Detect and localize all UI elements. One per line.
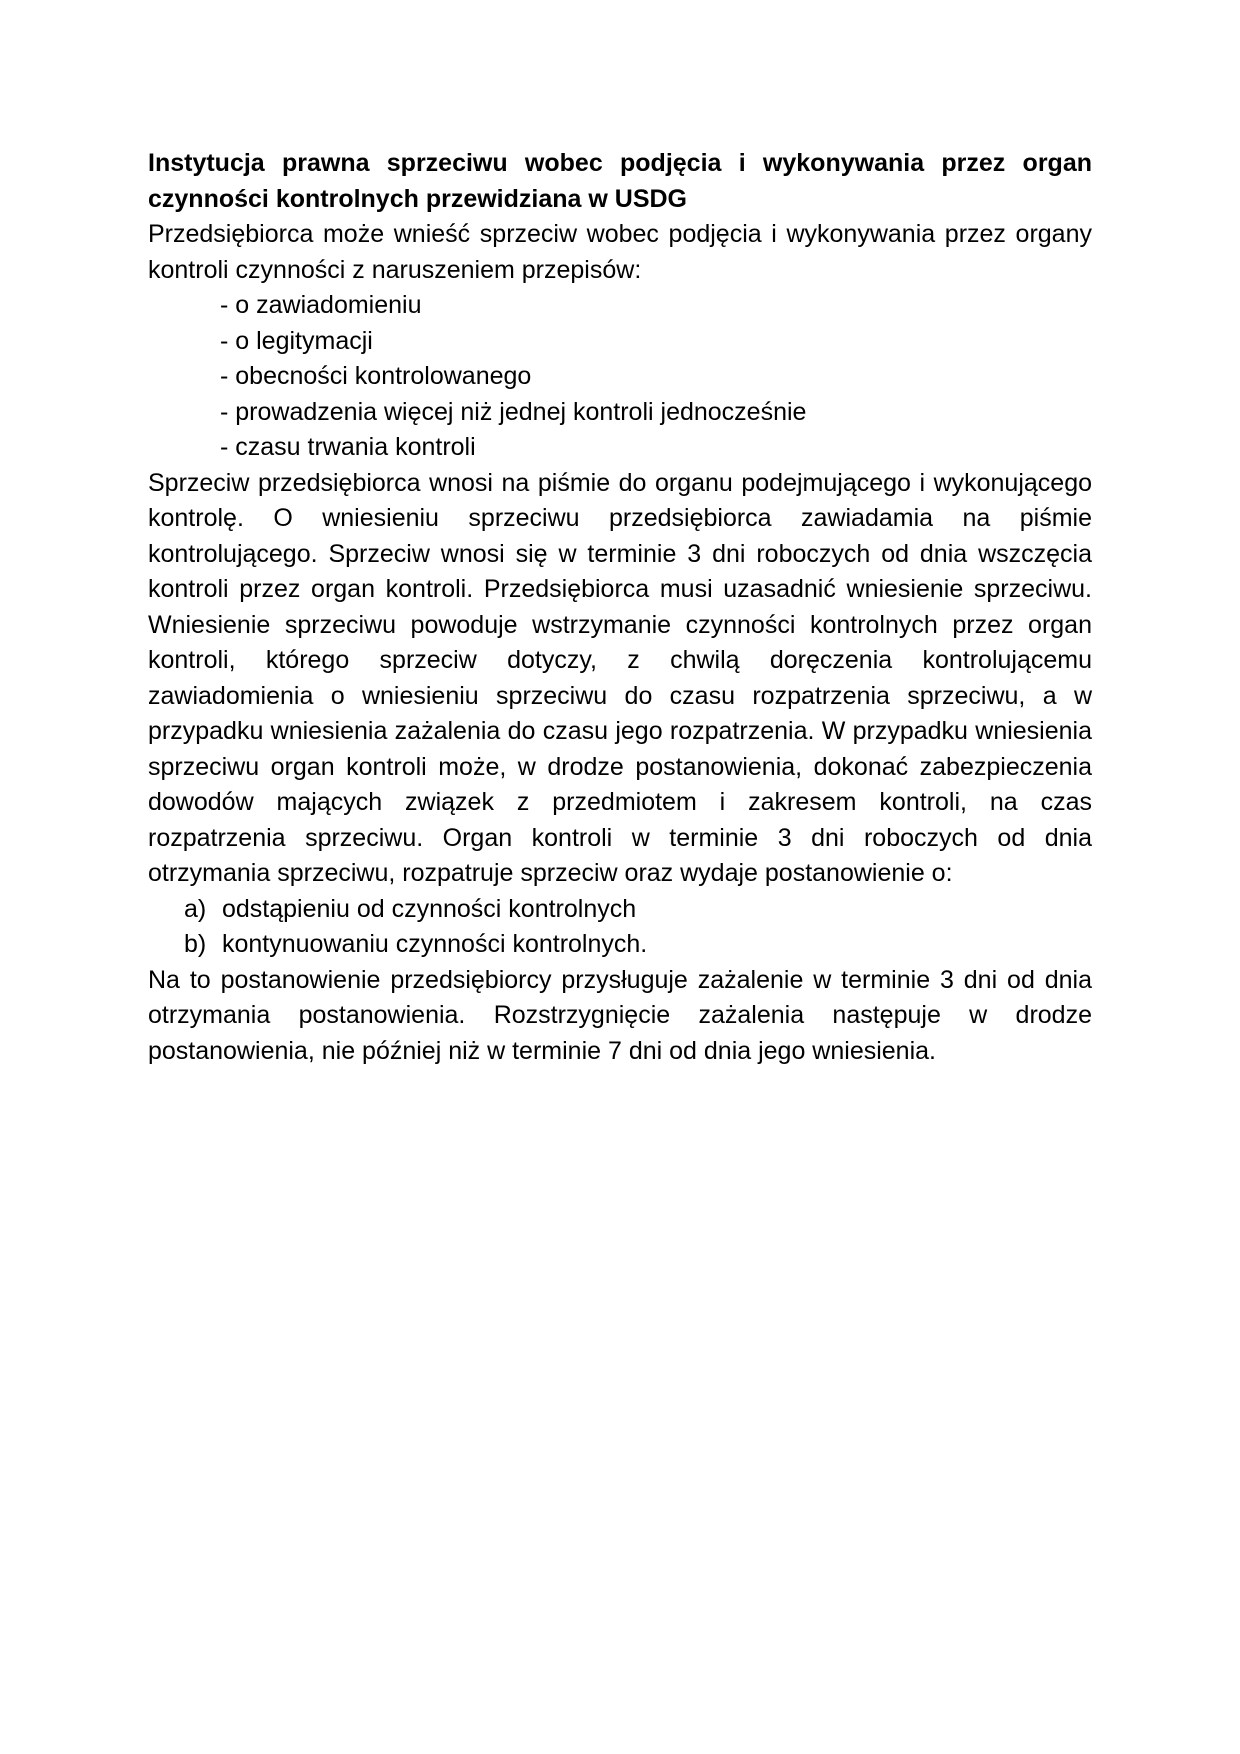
list-item-text: kontynuowaniu czynności kontrolnych. (222, 930, 648, 958)
list-item (184, 927, 1092, 963)
list-item: - czasu trwania kontroli (220, 430, 1092, 466)
list-marker: b) (184, 930, 207, 958)
list-item: - o zawiadomieniu (220, 288, 1092, 324)
document-page (148, 146, 1092, 1069)
violations-list (148, 288, 1092, 466)
list-item: - obecności kontrolowanego (220, 359, 1092, 395)
list-item (184, 892, 1092, 928)
body-paragraph: Sprzeciw przedsiębiorca wnosi na piśmie do organu podejmującego i wykonującego kontrolę. O wniesieniu sprzeciwu przedsiębiorca zawiadamia na piśmie kontrolującego. Sprzeciw wnosi się w terminie 3 dni roboczych od dnia wszczęcia kontroli przez organ kontroli. Przedsiębiorca musi uzasadnić wniesienie sprzeciwu. Wniesienie sprzeciwu powoduje wstrzymanie czynności kontrolnych przez organ kontroli, którego sprzeciw dotyczy, z chwilą doręczenia kontrolującemu zawiadomienia o wniesieniu sprzeciwu do czasu rozpatrzenia sprzeciwu, a w przypadku wniesienia zażalenia do czasu jego rozpatrzenia. W przypadku wniesienia sprzeciwu organ kontroli może, w drodze postanowienia, dokonać zabezpieczenia dowodów mających związek z przedmiotem i zakresem kontroli, na czas rozpatrzenia sprzeciwu. Organ kontroli w terminie 3 dni roboczych od dnia otrzymania sprzeciwu, rozpatruje sprzeciw oraz wydaje postanowienie o: (148, 468, 1092, 887)
decision-options-list (148, 892, 1092, 963)
list-marker: a) (184, 894, 207, 923)
closing-paragraph: Na to postanowienie przedsiębiorcy przysługuje zażalenie w terminie 3 dni od dnia otrzymania postanowienia. Rozstrzygnięcie zażalenia następuje w drodze postanowienia, nie później niż w terminie 7 dni od dnia jego wniesienia. (148, 965, 1092, 1065)
list-item: - prowadzenia więcej niż jednej kontroli jednocześnie (220, 395, 1092, 431)
document-title: Instytucja prawna sprzeciwu wobec podjęcia i wykonywania przez organ czynności kontrolnych przewidziana w USDG (148, 149, 1092, 213)
intro-paragraph: Przedsiębiorca może wnieść sprzeciw wobec podjęcia i wykonywania przez organy kontroli czynności z naruszeniem przepisów: (148, 220, 1092, 284)
list-item: - o legitymacji (220, 324, 1092, 360)
list-item-text: odstąpieniu od czynności kontrolnych (222, 894, 637, 923)
